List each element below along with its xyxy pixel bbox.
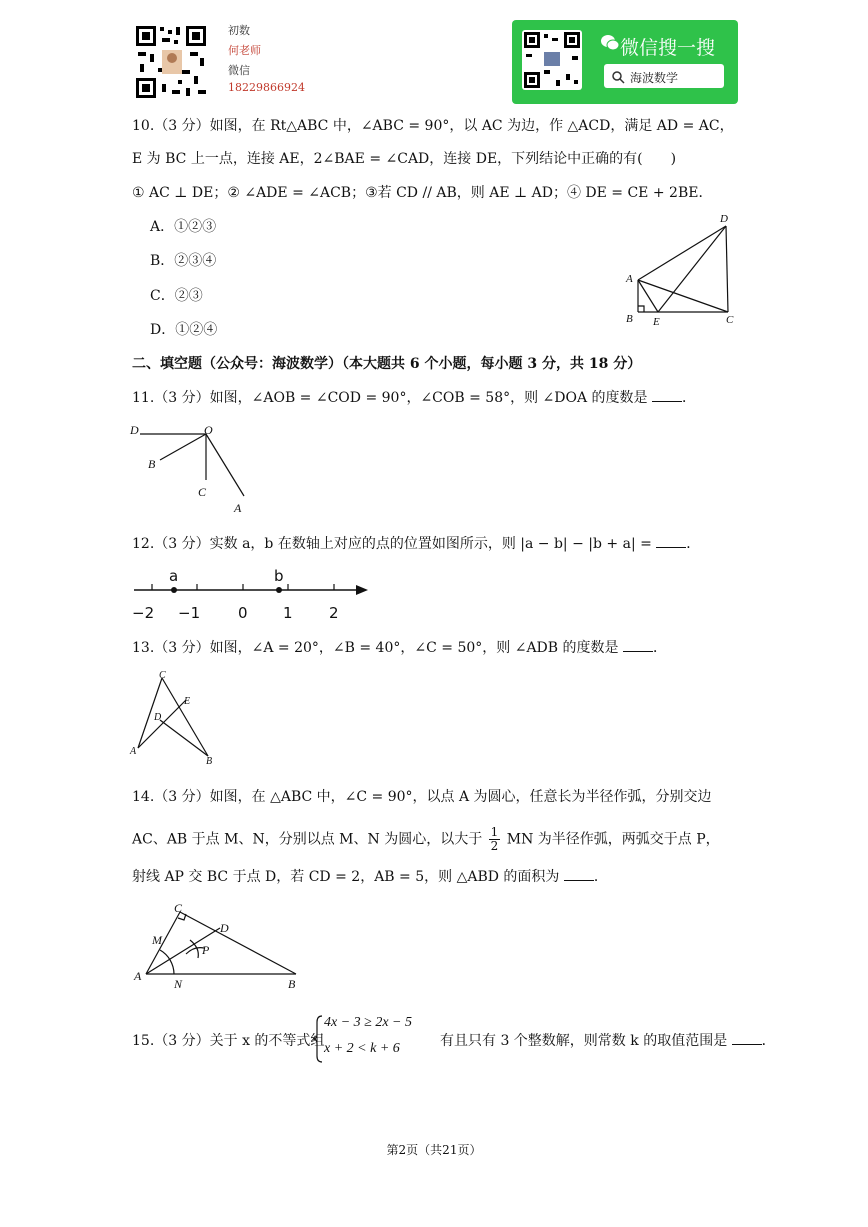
q10-option-b[interactable]: B．②③④ xyxy=(150,253,217,269)
q10-label-b: B xyxy=(626,313,633,325)
q11-label-o: O xyxy=(204,423,213,437)
q10-label-d: D xyxy=(720,213,728,225)
q10-line2: E 为 BC 上一点，连接 AE，2∠BAE = ∠CAD，连接 DE，下列结论中正确的有( ) xyxy=(132,151,677,167)
q10-option-c[interactable]: C．②③ xyxy=(150,288,203,304)
header-line3: 微信 xyxy=(228,64,250,77)
q13-text: 13.（3 分）如图，∠A = 20°，∠B = 40°，∠C = 50°，则 ∠ADB 的度数是 xyxy=(132,640,619,656)
q10-line3: ① AC ⊥ DE；② ∠ADE = ∠ACB；③若 CD // AB，则 AE ⊥ AD；④ DE = CE + 2BE． xyxy=(132,185,713,201)
q15-suffix: 有且只有 3 个整数解，则常数 k 的取值范围是 xyxy=(440,1033,728,1049)
q14-label-b: B xyxy=(288,977,296,991)
q12-point-a: a xyxy=(169,567,179,585)
q15-prefix: 15.（3 分）关于 x 的不等式组 xyxy=(132,1033,325,1049)
q14-line3-row: 射线 AP 交 BC 于点 D，若 CD = 2，AB = 5，则 △ABD 的面积为 ． xyxy=(132,869,608,885)
q12-text: 12.（3 分）实数 a，b 在数轴上对应的点的位置如图所示，则 |a − b| − |b + a| = xyxy=(132,536,652,552)
q12-blank xyxy=(656,535,686,548)
q13-label-a: A xyxy=(130,746,137,757)
q14-label-n: N xyxy=(174,977,183,991)
q11-label-b: B xyxy=(148,457,156,471)
q11-label-d: D xyxy=(130,423,139,437)
q13-label-b: B xyxy=(206,756,213,767)
q14-line2-row xyxy=(132,826,720,853)
q12-tick-neg2: −2 xyxy=(132,604,155,622)
q11-blank xyxy=(652,389,682,402)
q14-blank xyxy=(564,868,594,881)
q12-tick-0: 0 xyxy=(238,604,248,622)
q15-inequality-2: x + 2 < k + 6 xyxy=(324,1041,400,1056)
header-phone: 18229866924 xyxy=(228,81,305,94)
q14-label-m: M xyxy=(152,933,162,947)
q15-inequality-1: 4x − 3 ≥ 2x − 5 xyxy=(324,1015,413,1030)
q12-text-row: 12.（3 分）实数 a，b 在数轴上对应的点的位置如图所示，则 |a − b| − |b + a| = ． xyxy=(132,536,701,552)
q11-label-c: C xyxy=(198,485,207,499)
q11-text: 11.（3 分）如图，∠AOB = ∠COD = 90°，∠COB = 58°，则 ∠DOA 的度数是 xyxy=(132,390,648,406)
q14-figure xyxy=(128,898,308,994)
q12-tick-2: 2 xyxy=(329,604,339,622)
q13-figure xyxy=(126,668,226,768)
q11-text-row: 11.（3 分）如图，∠AOB = ∠COD = 90°，∠COB = 58°，则 ∠DOA 的度数是 ． xyxy=(132,390,696,406)
q14-line1: 14.（3 分）如图，在 △ABC 中，∠C = 90°，以点 A 为圆心，任意长为半径作弧，分别交边 xyxy=(132,789,712,805)
page-footer: 第2页（共21页） xyxy=(386,1143,482,1157)
q14-frac-num: 1 xyxy=(490,825,499,839)
q14-label-d: D xyxy=(220,921,229,935)
section-heading: 二、填空题（公众号：海波数学）（本大题共 6 个小题，每小题 3 分，共 18 分） xyxy=(132,356,642,372)
q10-option-a[interactable]: A．①②③ xyxy=(150,219,217,235)
q13-blank xyxy=(623,639,653,652)
q12-number-line xyxy=(130,562,380,626)
qr-code-left xyxy=(134,24,208,100)
q11-label-a: A xyxy=(234,501,242,515)
q14-line2b: MN 为半径作弧，两弧交于点 P， xyxy=(506,831,720,848)
q14-label-p: P xyxy=(202,943,210,957)
q12-tick-1: 1 xyxy=(283,604,293,622)
q14-frac-den: 2 xyxy=(490,839,499,853)
q10-label-c: C xyxy=(726,314,734,326)
qr-code-right xyxy=(522,30,582,90)
q13-label-c: C xyxy=(159,670,166,681)
wechat-icon xyxy=(600,33,620,57)
q12-tick-neg1: −1 xyxy=(178,604,201,622)
q13-label-d: D xyxy=(154,712,162,723)
q13-text-row: 13.（3 分）如图，∠A = 20°，∠B = 40°，∠C = 50°，则 ∠ADB 的度数是 ． xyxy=(132,640,667,656)
q10-line1: 10.（3 分）如图，在 Rt△ABC 中，∠ABC = 90°，以 AC 为边，作 △ACD，满足 AD = AC， xyxy=(132,118,734,134)
header-line2: 何老师 xyxy=(228,44,261,57)
promo-title: 微信搜一搜 xyxy=(620,37,716,59)
q10-option-d[interactable]: D．①②④ xyxy=(150,322,218,338)
q14-label-c: C xyxy=(174,901,183,915)
header-line1: 初数 xyxy=(228,24,250,37)
promo-search-text: 海波数学 xyxy=(630,71,679,85)
q11-figure xyxy=(126,418,256,518)
q14-line2a: AC、AB 于点 M、N，分别以点 M、N 为圆心，以大于 xyxy=(132,831,483,848)
search-icon xyxy=(611,69,625,88)
q14-line3: 射线 AP 交 BC 于点 D，若 CD = 2，AB = 5，则 △ABD 的面积为 xyxy=(132,869,560,885)
q15-brace xyxy=(312,1014,324,1064)
q15-blank xyxy=(732,1032,762,1045)
q13-label-e: E xyxy=(184,696,191,707)
q14-label-a: A xyxy=(134,969,142,983)
q10-figure xyxy=(620,210,750,330)
q10-label-e: E xyxy=(653,316,660,328)
q10-label-a: A xyxy=(626,273,633,285)
q15-suffix-row: 有且只有 3 个整数解，则常数 k 的取值范围是 ． xyxy=(440,1033,776,1049)
q14-fraction xyxy=(489,826,501,853)
q12-point-b: b xyxy=(274,567,284,585)
